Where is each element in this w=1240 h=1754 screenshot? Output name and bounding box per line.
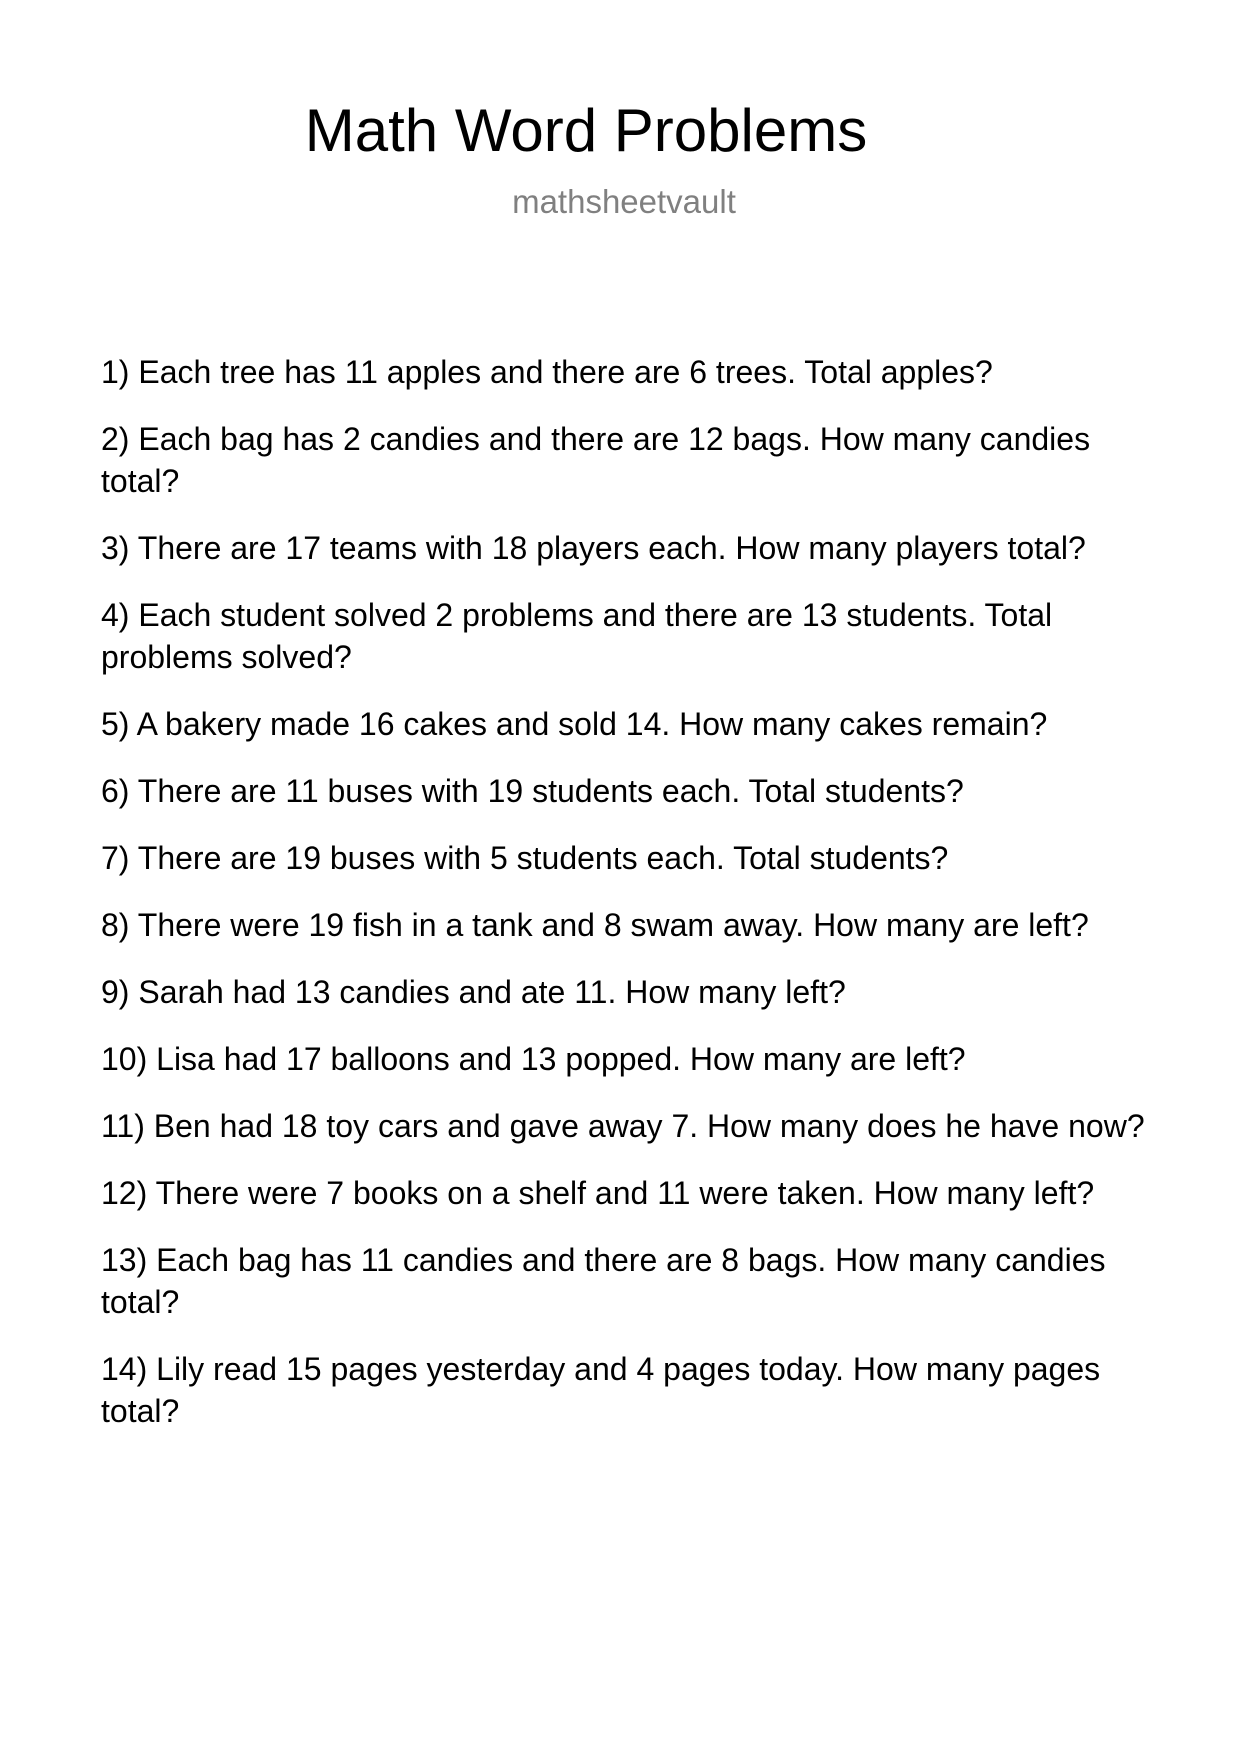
problem-item: 9) Sarah had 13 candies and ate 11. How many left? [101,974,846,1010]
problem-item: 14) Lily read 15 pages yesterday and 4 pages today. How many pages total? [101,1351,1101,1429]
problem-item: 5) A bakery made 16 cakes and sold 14. How many cakes remain? [101,706,1048,742]
site-name: mathsheetvault [512,183,736,220]
problem-item: 11) Ben had 18 toy cars and gave away 7. How many does he have now? [101,1108,1145,1144]
problem-item: 2) Each bag has 2 candies and there are 12 bags. How many candies total? [101,421,1091,499]
problem-item: 7) There are 19 buses with 5 students each. Total students? [101,840,949,876]
problem-item: 8) There were 19 fish in a tank and 8 swam away. How many are left? [101,907,1089,943]
problem-item: 1) Each tree has 11 apples and there are 6 trees. Total apples? [101,354,993,390]
problem-item: 12) There were 7 books on a shelf and 11 were taken. How many left? [101,1175,1095,1211]
problem-item: 3) There are 17 teams with 18 players each. How many players total? [101,530,1086,566]
page-title: Math Word Problems [304,97,868,164]
problem-list [101,351,1161,1457]
problem-item: 4) Each student solved 2 problems and there are 13 students. Total problems solved? [101,597,1053,675]
problem-item: 10) Lisa had 17 balloons and 13 popped. How many are left? [101,1041,966,1077]
problem-item: 13) Each bag has 11 candies and there are 8 bags. How many candies total? [101,1242,1106,1320]
problem-item: 6) There are 11 buses with 19 students each. Total students? [101,773,964,809]
